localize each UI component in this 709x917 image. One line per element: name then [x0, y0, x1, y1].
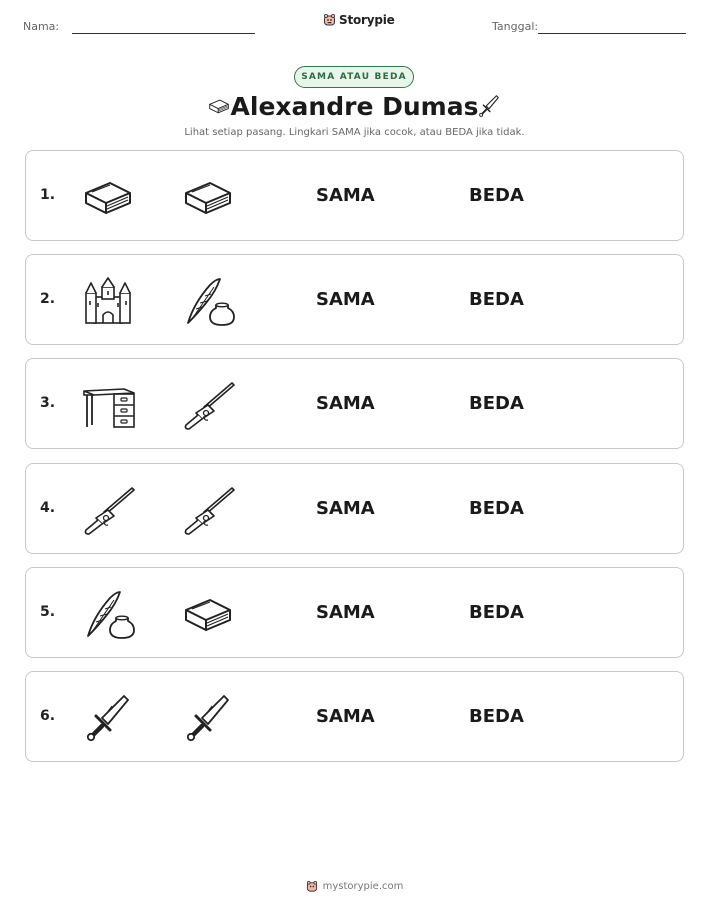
question-row — [25, 567, 684, 658]
choice-different[interactable]: BEDA — [469, 706, 524, 727]
page-title: Alexandre Dumas — [230, 92, 479, 121]
choice-same[interactable]: SAMA — [316, 289, 375, 310]
question-number: 5. — [40, 604, 56, 620]
footer — [0, 880, 709, 893]
choice-different[interactable]: BEDA — [469, 289, 524, 310]
choice-same[interactable]: SAMA — [316, 185, 375, 206]
instruction-text: Lihat setiap pasang. Lingkari SAMA jika cocok, atau BEDA jika tidak. — [184, 127, 525, 138]
storypie-mascot-icon — [306, 880, 318, 893]
choice-same[interactable]: SAMA — [316, 393, 375, 414]
quill-icon — [80, 588, 136, 640]
footer-url: mystorypie.com — [322, 881, 404, 892]
choice-different[interactable]: BEDA — [469, 602, 524, 623]
date-field-line[interactable] — [538, 33, 686, 34]
storypie-mascot-icon — [323, 13, 336, 27]
book-icon — [180, 171, 236, 223]
name-label: Nama: — [23, 20, 60, 33]
choice-different[interactable]: BEDA — [469, 498, 524, 519]
musket-icon — [180, 379, 236, 431]
musket-icon — [180, 484, 236, 536]
question-row — [25, 254, 684, 345]
question-number: 4. — [40, 500, 56, 516]
question-number: 3. — [40, 395, 56, 411]
brand-name: Storypie — [339, 13, 395, 27]
sword-icon — [476, 91, 502, 121]
desk-icon — [80, 379, 136, 431]
musket-icon — [80, 484, 136, 536]
choice-same[interactable]: SAMA — [316, 602, 375, 623]
castle-icon — [80, 275, 136, 327]
question-number: 1. — [40, 187, 56, 203]
brand-logo — [323, 13, 395, 27]
choice-different[interactable]: BEDA — [469, 393, 524, 414]
date-label: Tanggal: — [492, 20, 539, 33]
question-row — [25, 671, 684, 762]
sword-icon — [180, 692, 236, 744]
question-row — [25, 358, 684, 449]
choice-same[interactable]: SAMA — [316, 498, 375, 519]
name-field-line[interactable] — [72, 33, 255, 34]
quill-icon — [180, 275, 236, 327]
question-number: 6. — [40, 708, 56, 724]
book-icon — [80, 171, 136, 223]
book-icon — [180, 588, 236, 640]
choice-different[interactable]: BEDA — [469, 185, 524, 206]
activity-badge: SAMA ATAU BEDA — [294, 66, 414, 88]
question-number: 2. — [40, 291, 56, 307]
question-row — [25, 150, 684, 241]
sword-icon — [80, 692, 136, 744]
question-row — [25, 463, 684, 554]
choice-same[interactable]: SAMA — [316, 706, 375, 727]
